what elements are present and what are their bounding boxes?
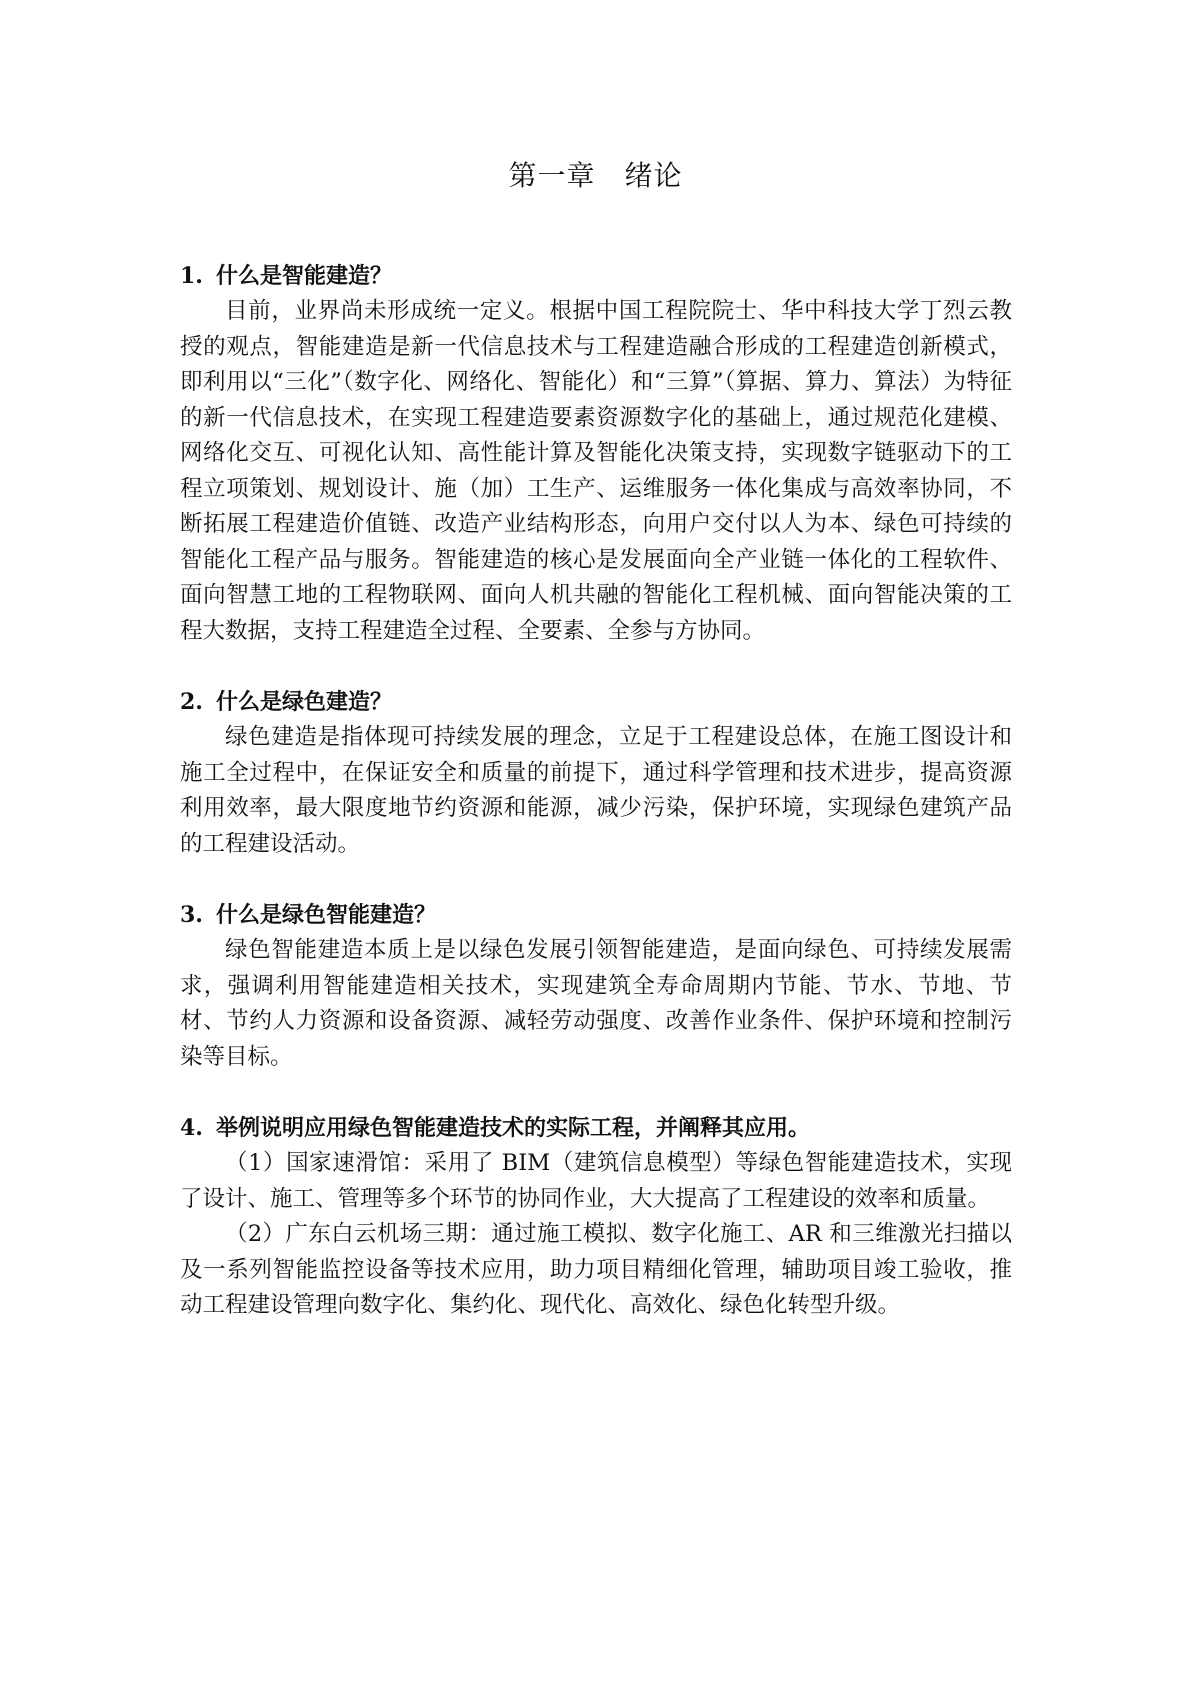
section-spacer xyxy=(180,649,1012,684)
section-spacer xyxy=(180,862,1012,897)
section-heading xyxy=(180,684,1012,720)
section-paragraph: 目前，业界尚未形成统一定义。根据中国工程院院士、华中科技大学丁烈云教授的观点，智能建造是新一代信息技术与工程建造融合形成的工程建造创新模式，即利用以“三化”（数字化、网络化、智能化）和“三算”（算据、算力、算法）为特征的新一代信息技术，在实现工程建造要素资源数字化的基础上，通过规范化建模、网络化交互、可视化认知、高性能计算及智能化决策支持，实现数字链驱动下的工程立项策划、规划设计、施（加）工生产、运维服务一体化集成与高效率协同，不断拓展工程建造价值链、改造产业结构形态，向用户交付以人为本、绿色可持续的智能化工程产品与服务。智能建造的核心是发展面向全产业链一体化的工程软件、面向智慧工地的工程物联网、面向人机共融的智能化工程机械、面向智能决策的工程大数据，支持工程建造全过程、全要素、全参与方协同。 xyxy=(180,298,1012,644)
section-question: 什么是绿色智能建造？ xyxy=(216,902,437,928)
section-paragraph: （1）国家速滑馆：采用了 BIM（建筑信息模型）等绿色智能建造技术，实现了设计、施工、管理等多个环节的协同作业，大大提高了工程建设的效率和质量。 xyxy=(180,1150,1012,1212)
section-heading xyxy=(180,897,1012,933)
document-body xyxy=(180,258,1012,1324)
section-question: 什么是绿色建造？ xyxy=(216,689,393,715)
chapter-title: 第一章 绪论 xyxy=(508,159,683,192)
section-2 xyxy=(180,684,1012,862)
section-number: 3. xyxy=(180,902,203,928)
section-number: 2. xyxy=(180,689,203,715)
section-heading xyxy=(180,258,1012,294)
section-heading xyxy=(180,1110,1012,1146)
section-paragraph: 绿色智能建造本质上是以绿色发展引领智能建造，是面向绿色、可持续发展需求，强调利用智能建造相关技术，实现建筑全寿命周期内节能、节水、节地、节材、节约人力资源和设备资源、减轻劳动强度、改善作业条件、保护环境和控制污染等目标。 xyxy=(180,937,1012,1070)
section-spacer xyxy=(180,1075,1012,1110)
section-4 xyxy=(180,1110,1012,1324)
section-number: 4. xyxy=(180,1115,203,1141)
section-number: 1. xyxy=(180,263,203,289)
section-paragraph: （2）广东白云机场三期：通过施工模拟、数字化施工、AR 和三维激光扫描以及一系列智能监控设备等技术应用，助力项目精细化管理，辅助项目竣工验收，推动工程建设管理向数字化、集约化、现代化、高效化、绿色化转型升级。 xyxy=(180,1221,1012,1318)
section-question: 什么是智能建造？ xyxy=(216,263,393,289)
section-3 xyxy=(180,897,1012,1075)
section-paragraph: 绿色建造是指体现可持续发展的理念，立足于工程建设总体，在施工图设计和施工全过程中，在保证安全和质量的前提下，通过科学管理和技术进步，提高资源利用效率，最大限度地节约资源和能源，减少污染，保护环境，实现绿色建筑产品的工程建设活动。 xyxy=(180,724,1012,857)
section-question: 举例说明应用绿色智能建造技术的实际工程，并阐释其应用。 xyxy=(216,1115,811,1141)
section-1 xyxy=(180,258,1012,649)
